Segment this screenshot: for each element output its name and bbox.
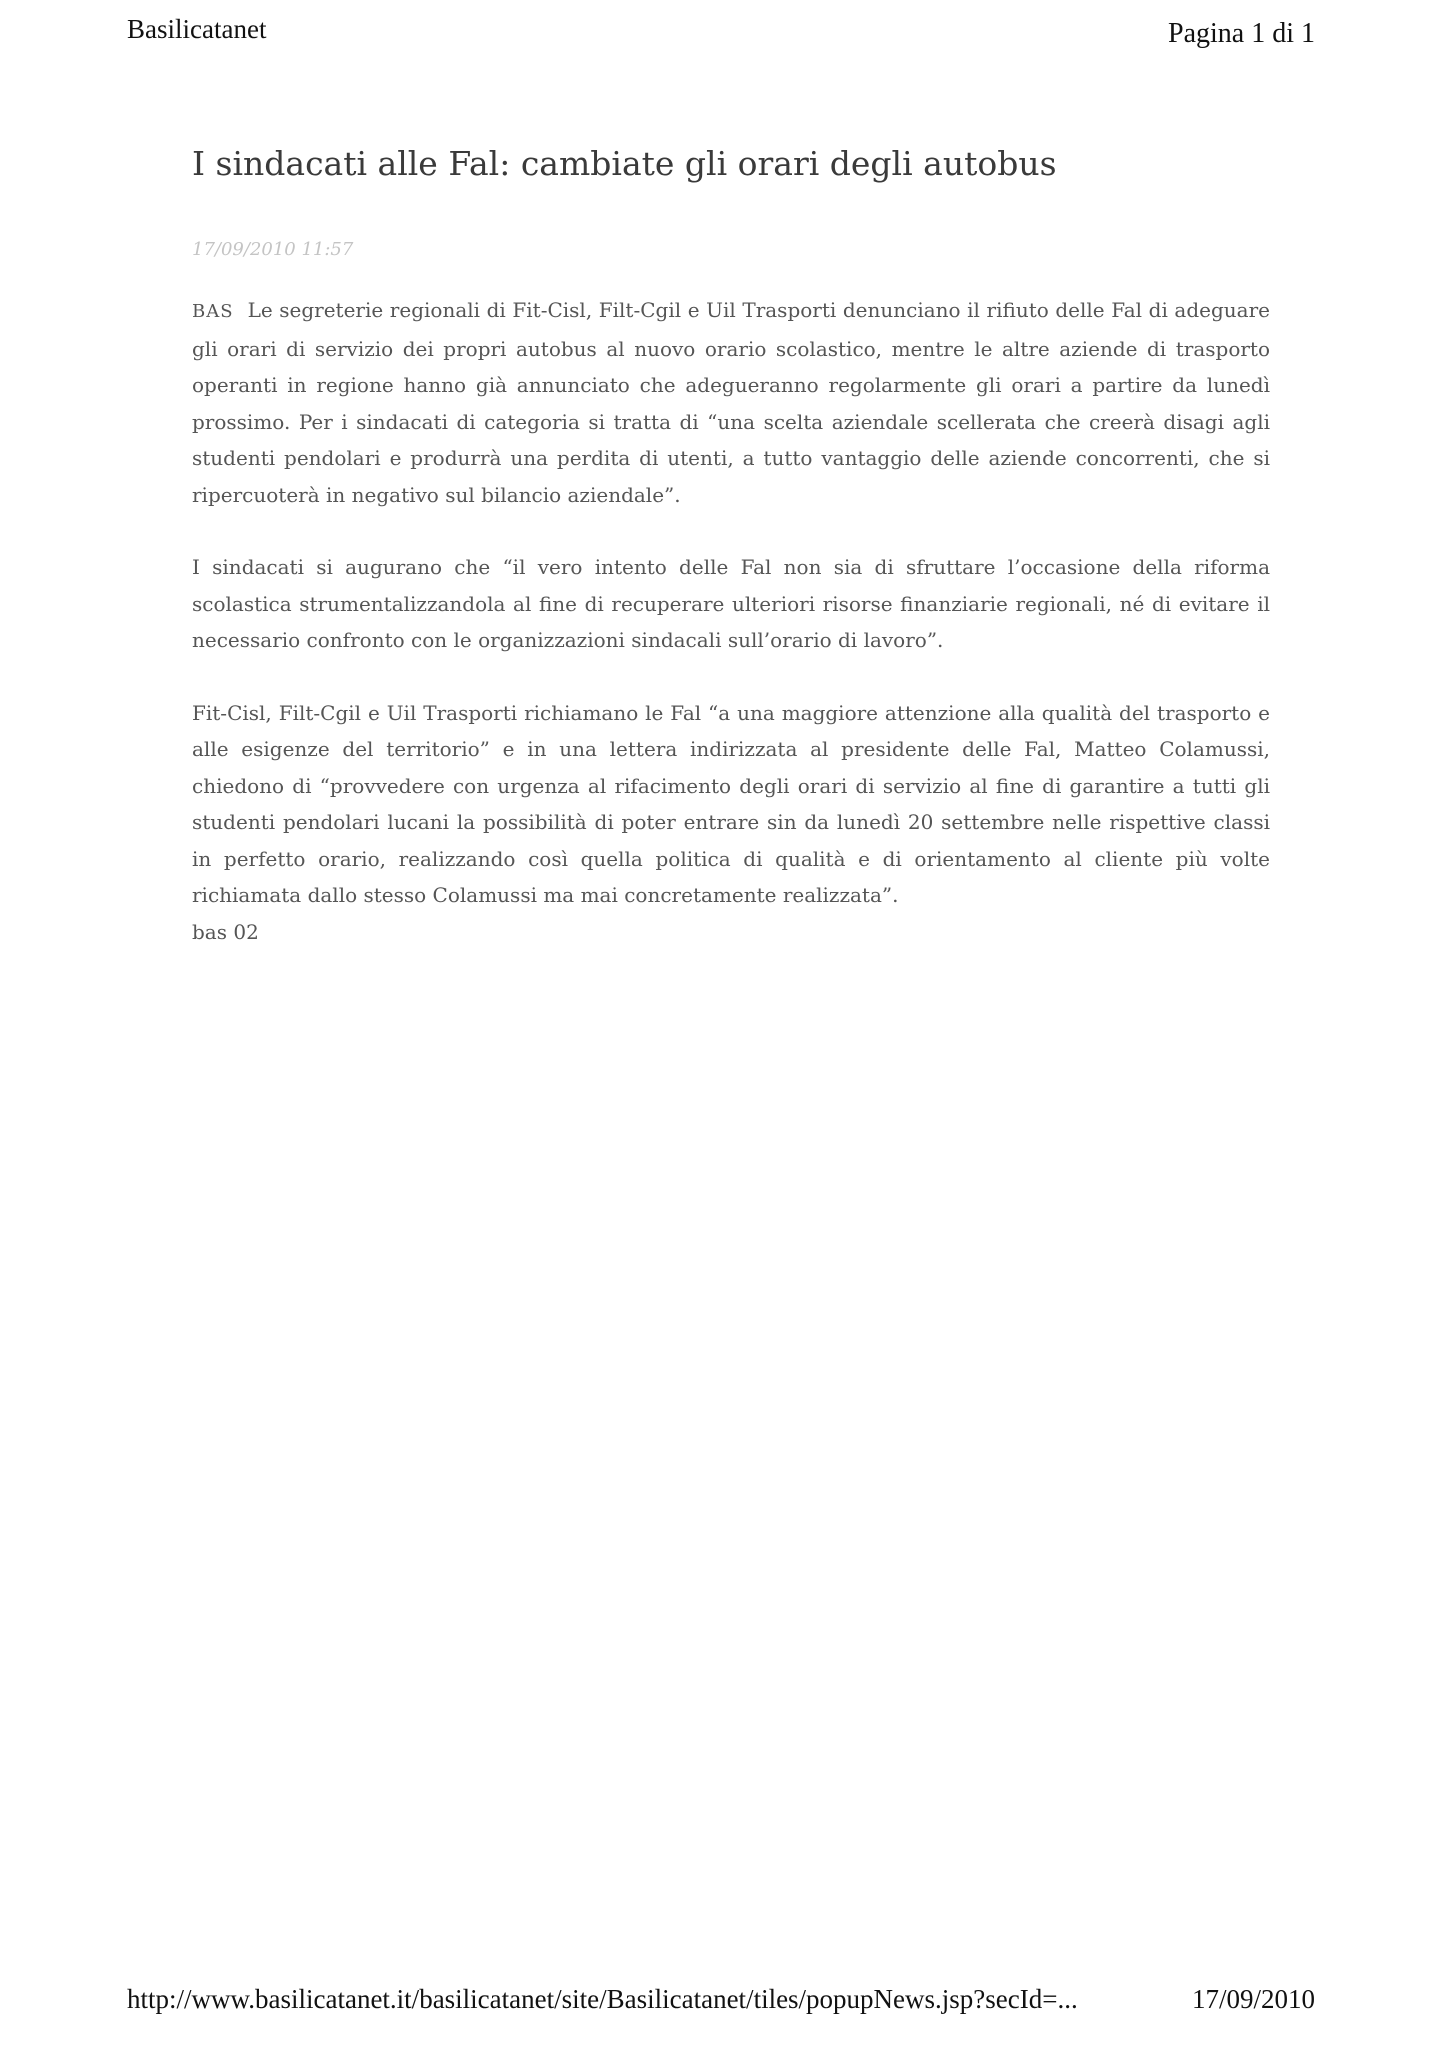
source-tag: BAS xyxy=(192,301,234,322)
article-title: I sindacati alle Fal: cambiate gli orari degli autobus xyxy=(192,144,1057,183)
print-header-page-indicator: Pagina 1 di 1 xyxy=(1168,18,1315,49)
print-header-site-name: Basilicatanet xyxy=(127,14,267,44)
article-paragraph: I sindacati si augurano che “il vero intento delle Fal non sia di sfruttare l’occasione della riforma scolastica strumentalizzandola al fine di recuperare ulteriori risorse finanziarie regionali, né di evitare il necessario confronto con le organizzazioni sindacali sull’orario di lavoro”. xyxy=(192,555,1270,652)
article-body xyxy=(192,292,1270,950)
article-paragraph xyxy=(192,292,1270,513)
print-footer-date: 17/09/2010 xyxy=(1191,1984,1315,2014)
print-footer-url: http://www.basilicatanet.it/basilicatanet/site/Basilicatanet/tiles/popupNews.jsp?secId=... xyxy=(127,1984,1078,2014)
article-paragraph xyxy=(192,695,1270,951)
paragraph-text: Fit-Cisl, Filt-Cgil e Uil Trasporti richiamano le Fal “a una maggiore attenzione alla qualità del trasporto e alle esigenze del territorio” e in una lettera indirizzata al presidente delle Fal, Matteo Colamussi, chiedono di “provvedere con urgenza al rifacimento degli orari di servizio al fine di garantire a tutti gli studenti pendolari lucani la possibilità di poter entrare sin da lunedì 20 settembre nelle rispettive classi in perfetto orario, realizzando così quella politica di qualità e di orientamento al cliente più volte richiamata dallo stesso Colamussi ma mai concretamente realizzata”. xyxy=(192,700,1270,907)
article xyxy=(192,142,1270,950)
article-signature: bas 02 xyxy=(192,919,259,944)
paragraph-text: Le segreterie regionali di Fit-Cisl, Filt-Cgil e Uil Trasporti denunciano il rifiuto delle Fal di adeguare gli orari di servizio dei propri autobus al nuovo orario scolastico, mentre le altre aziende di trasporto operanti in regione hanno già annunciato che adegueranno regolarmente gli orari a partire da lunedì prossimo. Per i sindacati di categoria si tratta di “una scelta aziendale scellerata che creerà disagi agli studenti pendolari e produrrà una perdita di utenti, a tutto vantaggio delle aziende concorrenti, che si ripercuoterà in negativo sul bilancio aziendale”. xyxy=(192,298,1270,507)
article-date: 17/09/2010 11:57 xyxy=(192,239,354,260)
